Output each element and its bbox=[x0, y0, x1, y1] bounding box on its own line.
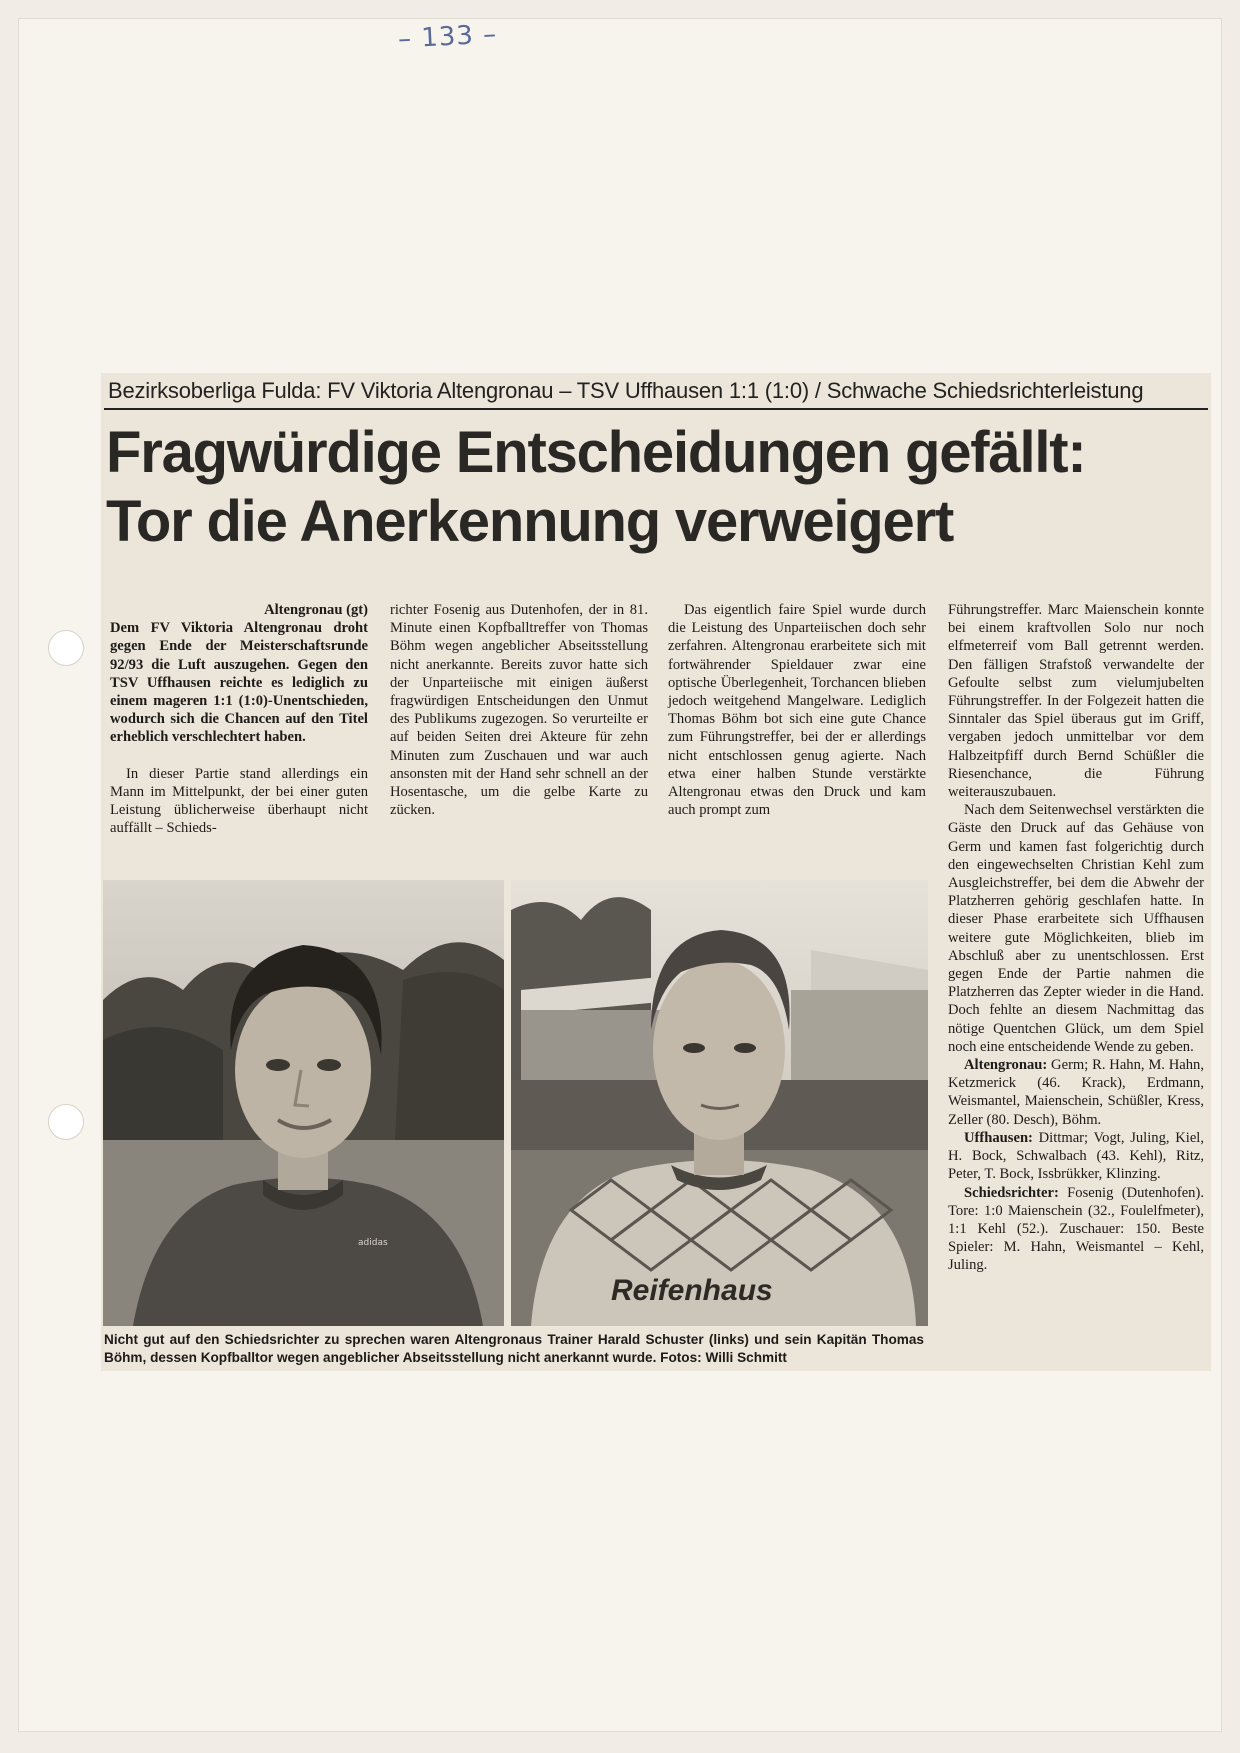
photo-captain-image bbox=[511, 880, 928, 1326]
lineup-text-uffhausen: Dittmar; Vogt, Juling, Kiel, H. Bock, Schwalbach (43. Kehl), Ritz, Peter, T. Bock, Issbrükker, Klinzing. bbox=[948, 1129, 1204, 1183]
lead-text: Dem FV Viktoria Altengronau droht gegen Ende der Meisterschaftsrunde 92/93 die Luft auszugehen. Gegen den TSV Uffhausen reichte es lediglich zu einem mageren 1:1 (1:0)-Unentschieden, wodurch sich die Chancen auf den Titel erheblich verschlechtert haben. bbox=[110, 620, 368, 746]
lineup-label-altengronau: Altengronau: bbox=[964, 1057, 1048, 1074]
dateline: Altengronau (gt) bbox=[264, 602, 368, 618]
handwritten-page-number: – 133 – bbox=[397, 19, 498, 55]
paragraph-4: Führungstreffer. Marc Maienschein konnte bei einem kraftvollen Solo nur noch elfmeterreif vom Ball getrennt werden. Den fälligen Strafstoß verwandelte der Gefoulte selbst zum vielumjubelten Führungstreffer. In der Folgezeit hatten die Sinntaler das Spiel überaus gut im Griff, vergaben jedoch unmittelbar vor dem Halbzeitpfiff durch Bernd Schüßler die Riesenchance, die Führung weiterauszubauen. bbox=[948, 602, 1204, 801]
shirt-logo-adidas: adidas bbox=[358, 1238, 388, 1248]
column-1 bbox=[110, 601, 368, 837]
photo-trainer-image bbox=[103, 880, 504, 1326]
column-3 bbox=[668, 601, 926, 819]
paragraph-3: Das eigentlich faire Spiel wurde durch die Leistung des Unparteiischen doch sehr zerfahren. Altengronau erarbeitete sich mit fortwährender Spieldauer zwar eine optische Überlegenheit, Torchancen blieben jedoch weitgehend Mangelware. Lediglich Thomas Böhm bot sich eine gute Chance zum Führungstreffer, bei der er allerdings nicht entschlossen genug agierte. Nach etwa einer halben Stunde verstärkte Altengronau etwas den Druck und kam auch prompt zum bbox=[668, 602, 926, 819]
punch-hole-top bbox=[48, 630, 84, 666]
referee-label: Schiedsrichter: bbox=[964, 1184, 1059, 1201]
column-2 bbox=[390, 601, 648, 819]
lineup-altengronau bbox=[948, 1056, 1204, 1129]
photo-captain bbox=[511, 880, 928, 1326]
lineup-uffhausen bbox=[948, 1129, 1204, 1184]
article-kicker: Bezirksoberliga Fulda: FV Viktoria Altengronau – TSV Uffhausen 1:1 (1:0) / Schwache Schiedsrichterleistung bbox=[108, 378, 1144, 403]
headline-line-2: Tor die Anerkennung verweigert bbox=[106, 489, 954, 554]
lineup-text-altengronau: Germ; R. Hahn, M. Hahn, Ketzmerick (46. Krack), Erdmann, Weismantel, Maienschein, Schüßler, Kress, Zeller (80. Desch), Böhm. bbox=[948, 1057, 1204, 1128]
paragraph-5: Nach dem Seitenwechsel verstärkten die Gäste den Druck auf das Gehäuse von Germ und kamen fast folgerichtig durch den eingewechselten Christian Kehl zum Ausgleichstreffer, bei dem die Abwehr der Platzherren gehörig geschlafen hatte. In dieser Phase erarbeitete sich Uffhausen weitere gute Möglichkeiten, blieb im Abschluß aber zu unentschlossen. Erst gegen Ende der Partie nahmen die Platzherren das Zepter wieder in die Hand. Doch fehlte an diesem Nachmittag das nötige Quentchen Glück, um dem Spiel noch eine entscheidende Wende zu geben. bbox=[948, 802, 1204, 1055]
referee-line bbox=[948, 1184, 1204, 1275]
column-4 bbox=[948, 601, 1204, 1275]
kicker-rule bbox=[104, 408, 1208, 410]
referee-text: Fosenig (Dutenhofen). Tore: 1:0 Maienschein (32., Foulelfmeter), 1:1 Kehl (52.). Zuschauer: 150. Beste Spieler: M. Hahn, Weismantel – Kehl, Juling. bbox=[948, 1184, 1204, 1274]
lead-paragraph bbox=[110, 601, 368, 747]
headline-line-1: Fragwürdige Entscheidungen gefällt: bbox=[106, 420, 1086, 485]
shirt-sponsor-text: Reifenhaus bbox=[611, 1274, 773, 1307]
article-headline bbox=[106, 418, 1210, 556]
photo-trainer bbox=[103, 880, 504, 1326]
photo-caption: Nicht gut auf den Schiedsrichter zu sprechen waren Altengronaus Trainer Harald Schuster (links) und sein Kapitän Thomas Böhm, dessen Kopfballtor wegen angeblicher Abseitsstellung nicht anerkannt wurde. Fotos: Willi Schmitt bbox=[104, 1332, 924, 1365]
punch-hole-bottom bbox=[48, 1104, 84, 1140]
paragraph-1: In dieser Partie stand allerdings ein Mann im Mittelpunkt, der bei einer guten Leistung üblicherweise überhaupt nicht auffällt – Schieds- bbox=[110, 765, 368, 837]
paragraph-2: richter Fosenig aus Dutenhofen, der in 81. Minute einen Kopfballtreffer von Thomas Böhm wegen angeblicher Abseitsstellung nicht anerkannte. Bereits zuvor hatte sich der Unparteiische mit einigen äußerst fragwürdigen Entscheidungen den Unmut des Publikums zugezogen. So verurteilte er auf beiden Seiten drei Akteure für zehn Minuten zum Zuschauen und war auch ansonsten mit der Hand sehr schnell an der Hosentasche, um die gelbe Karte zu zücken. bbox=[390, 602, 648, 819]
lineup-label-uffhausen: Uffhausen: bbox=[964, 1129, 1033, 1146]
